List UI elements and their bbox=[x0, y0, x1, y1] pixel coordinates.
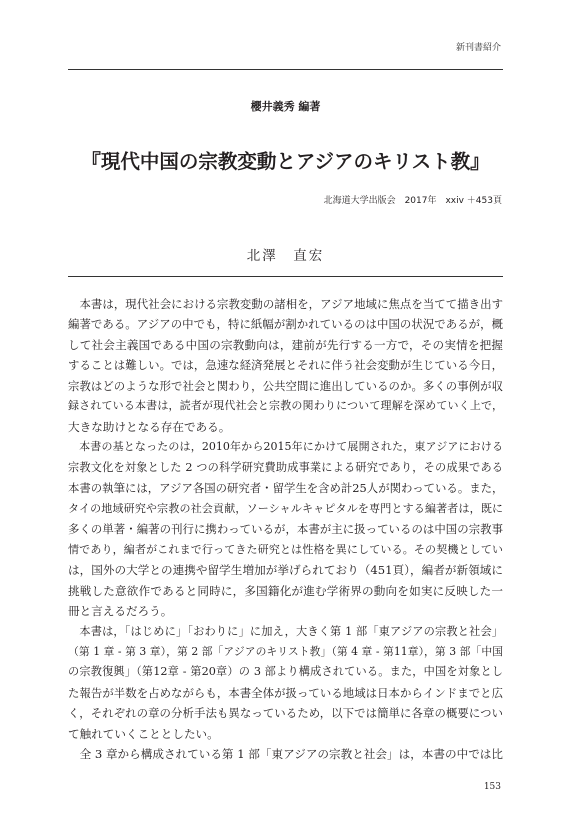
body-line: 本書は，現代社会における宗教変動の諸相を，アジア地域に焦点を当てて描き出す bbox=[68, 297, 503, 311]
body-line: 多くの単著・編著の刊行に携わっているが，本書が主に扱っているのは中国の宗教事 bbox=[68, 522, 503, 537]
body-line: 宗教はどのような形で社会と関わり，公共空間に進出しているのか。多くの事例が収 bbox=[68, 378, 503, 393]
body-line: の宗教復興」（第12章 - 第20章）の 3 部より構成されている。また，中国を対象とし bbox=[68, 665, 503, 679]
body-line: して社会主義国である中国の宗教動向は，建前が先行する一方で，その実情を把握 bbox=[68, 337, 503, 352]
body-line: 本書は，「はじめに」「おわりに」に加え，大きく第 1 部「東アジアの宗教と社会」 bbox=[68, 624, 503, 638]
book-title: 『現代中国の宗教変動とアジアのキリスト教』 bbox=[81, 150, 490, 173]
section-label: 新刊書紹介 bbox=[455, 43, 501, 53]
book-editors: 櫻井義秀 編著 bbox=[250, 100, 321, 113]
review-body bbox=[68, 294, 503, 765]
body-line: 本書の執筆には，アジア各国の研究者・留学生を含め計25人が関わっている。また， bbox=[68, 481, 503, 496]
body-line: 録されている本書は，読者が現代社会と宗教の関わりについて理解を深めていく上で， bbox=[68, 399, 503, 413]
body-line: 本書の基となったのは，2010年から2015年にかけて展開された，東アジアにおける bbox=[68, 440, 503, 454]
body-line: することは難しい。では，急速な経済発展とそれに伴う社会変動が生じている今日， bbox=[68, 358, 503, 373]
body-line: タイの地域研究や宗教の社会貢献，ソーシャルキャピタルを専門とする編著者は，既に bbox=[68, 501, 503, 515]
body-line: 挑戦した意欲作であると同時に，多国籍化が進む学術界の動向を如実に反映した一 bbox=[68, 583, 503, 598]
body-line: （第 1 章 - 第 3 章），第 2 部「アジアのキリスト教」（第 4 章 - 第11章），第 3 部「中国 bbox=[68, 644, 503, 658]
body-line: 冊と言えるだろう。 bbox=[68, 604, 173, 619]
page-number: 153 bbox=[483, 782, 501, 792]
body-line: 全 3 章から構成されている第 1 部「東アジアの宗教と社会」は，本書の中では比 bbox=[68, 747, 503, 762]
body-line: く，それぞれの章の分析手法も異なっているため，以下では簡単に各章の概要につい bbox=[68, 706, 503, 721]
body-line: た報告が半数を占めながらも，本書全体が扱っている地域は日本からインドまでと広 bbox=[68, 685, 503, 700]
body-line: は，国外の大学との連携や留学生増加が挙げられており（451頁），編者が新領域に bbox=[68, 563, 503, 578]
body-line: て触れていくこととしたい。 bbox=[68, 726, 219, 741]
top-rule bbox=[68, 69, 503, 70]
body-line: 大きな助けとなる存在である。 bbox=[68, 419, 231, 434]
body-line: 宗教文化を対象とした 2 つの科学研究費助成事業による研究であり，その成果である bbox=[68, 460, 503, 474]
body-line: 編著である。アジアの中でも，特に紙幅が割かれているのは中国の状況であるが，概 bbox=[68, 317, 503, 332]
body-line: 情であり，編者がこれまで行ってきた研究とは性格を異にしている。その契機としてい bbox=[68, 542, 503, 556]
reviewer-name: 北澤 直宏 bbox=[246, 248, 325, 264]
heading-rule bbox=[68, 276, 503, 277]
publisher-info: 北海道大学出版会 2017年 xxiv ＋453頁 bbox=[323, 196, 502, 206]
